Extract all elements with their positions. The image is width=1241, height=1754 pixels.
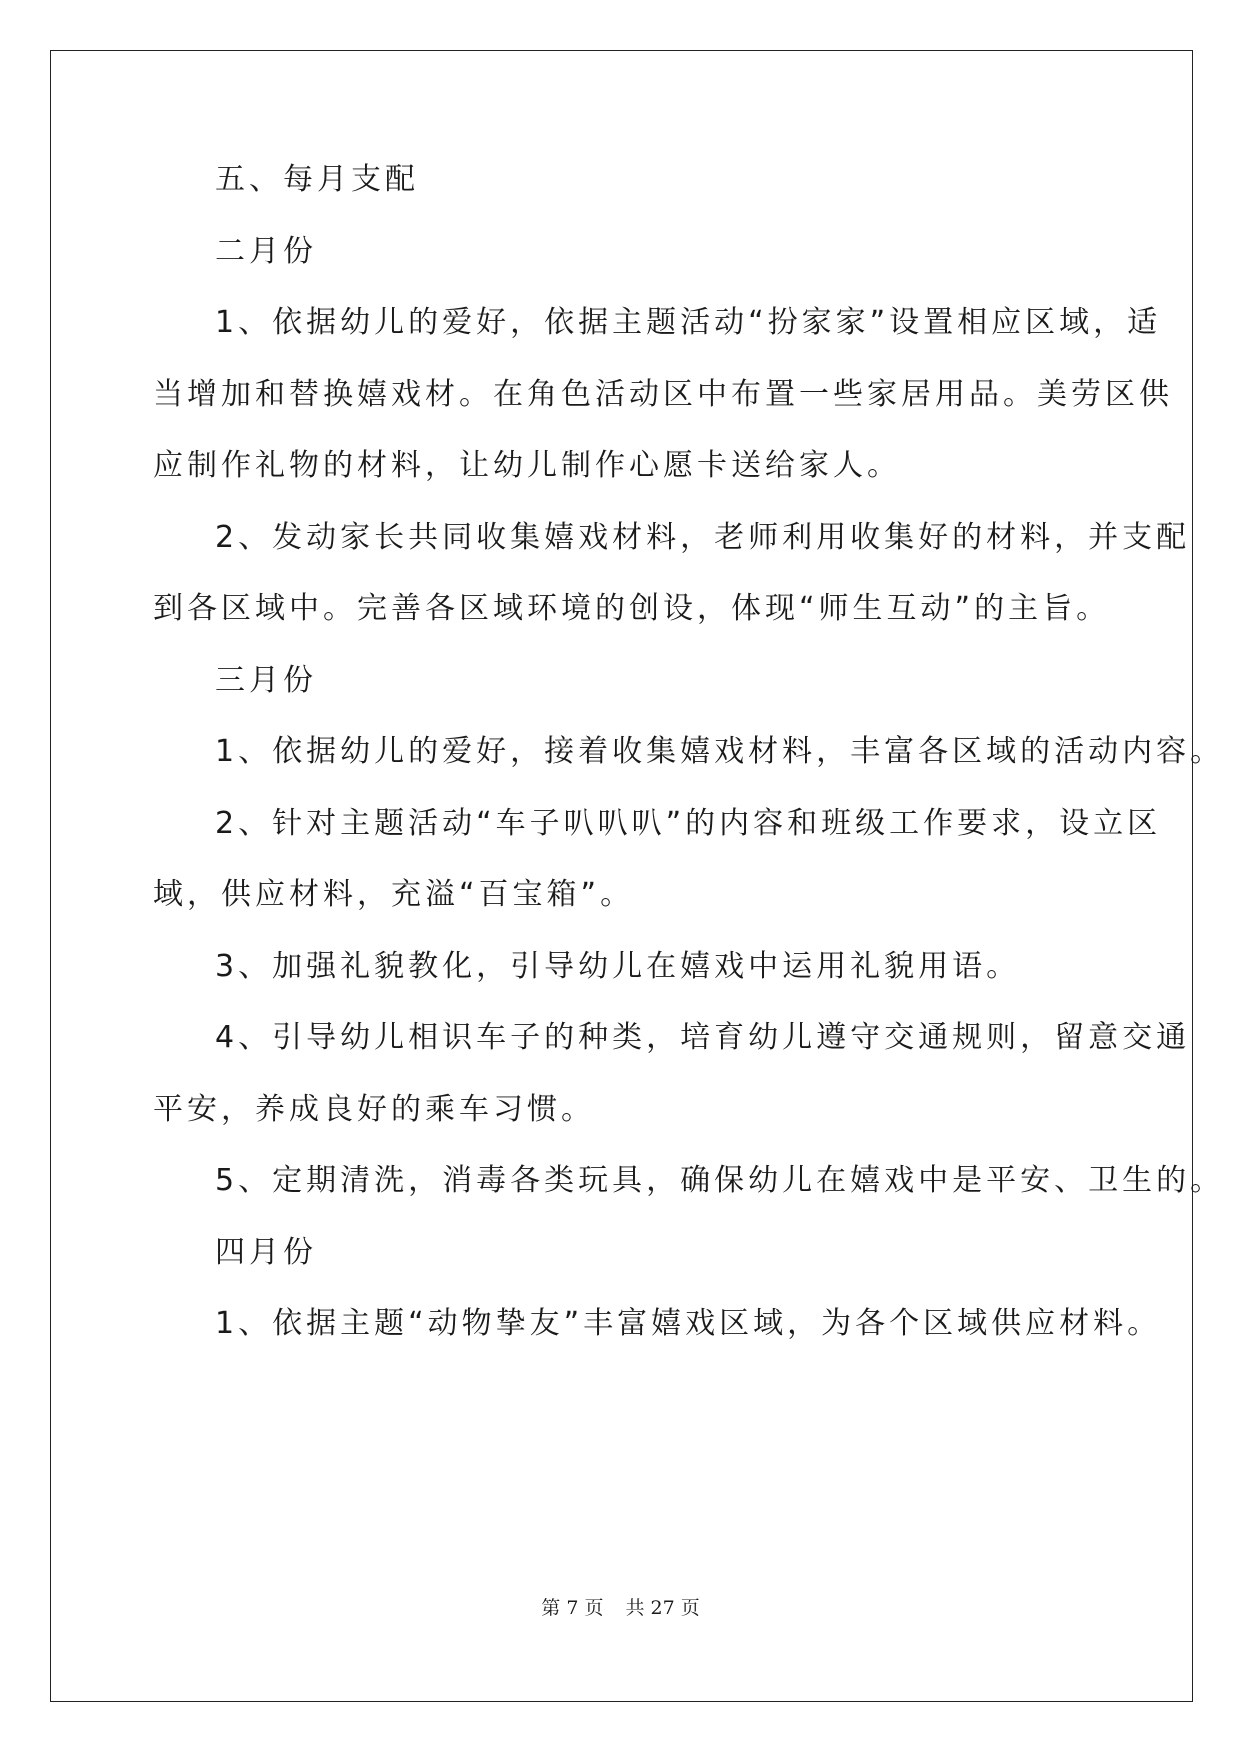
month-heading-april: 四月份 (215, 1235, 317, 1270)
paragraph-line: 到各区域中。完善各区域环境的创设，体现“师生互动”的主旨。 (153, 591, 1111, 626)
paragraph-line: 1、依据幼儿的爱好，依据主题活动“扮家家”设置相应区域，适 (215, 305, 1162, 340)
month-heading-march: 三月份 (215, 663, 317, 698)
total-pages: 共 27 页 (625, 1597, 700, 1619)
paragraph-line: 应制作礼物的材料，让幼儿制作心愿卡送给家人。 (153, 448, 901, 483)
paragraph-line: 2、针对主题活动“车子叭叭叭”的内容和班级工作要求，设立区 (215, 806, 1162, 841)
paragraph-line: 5、定期清洗，消毒各类玩具，确保幼儿在嬉戏中是平安、卫生的。 (215, 1163, 1225, 1198)
paragraph-line: 1、依据幼儿的爱好，接着收集嬉戏材料，丰富各区域的活动内容。 (215, 734, 1225, 769)
paragraph-line: 当增加和替换嬉戏材。在角色活动区中布置一些家居用品。美劳区供 (153, 377, 1173, 412)
paragraph-line: 1、依据主题“动物挚友”丰富嬉戏区域，为各个区域供应材料。 (215, 1306, 1162, 1341)
month-heading-february: 二月份 (215, 234, 317, 269)
page-footer (0, 1595, 1241, 1621)
paragraph-line: 2、发动家长共同收集嬉戏材料，老师利用收集好的材料，并支配 (215, 520, 1191, 555)
current-page-number: 第 7 页 (541, 1597, 604, 1619)
paragraph-line: 平安，养成良好的乘车习惯。 (153, 1092, 595, 1127)
paragraph-line: 4、引导幼儿相识车子的种类，培育幼儿遵守交通规则，留意交通 (215, 1020, 1191, 1055)
section-heading: 五、每月支配 (215, 162, 419, 197)
paragraph-line: 3、加强礼貌教化，引导幼儿在嬉戏中运用礼貌用语。 (215, 949, 1021, 984)
paragraph-line: 域，供应材料，充溢“百宝箱”。 (153, 877, 635, 912)
